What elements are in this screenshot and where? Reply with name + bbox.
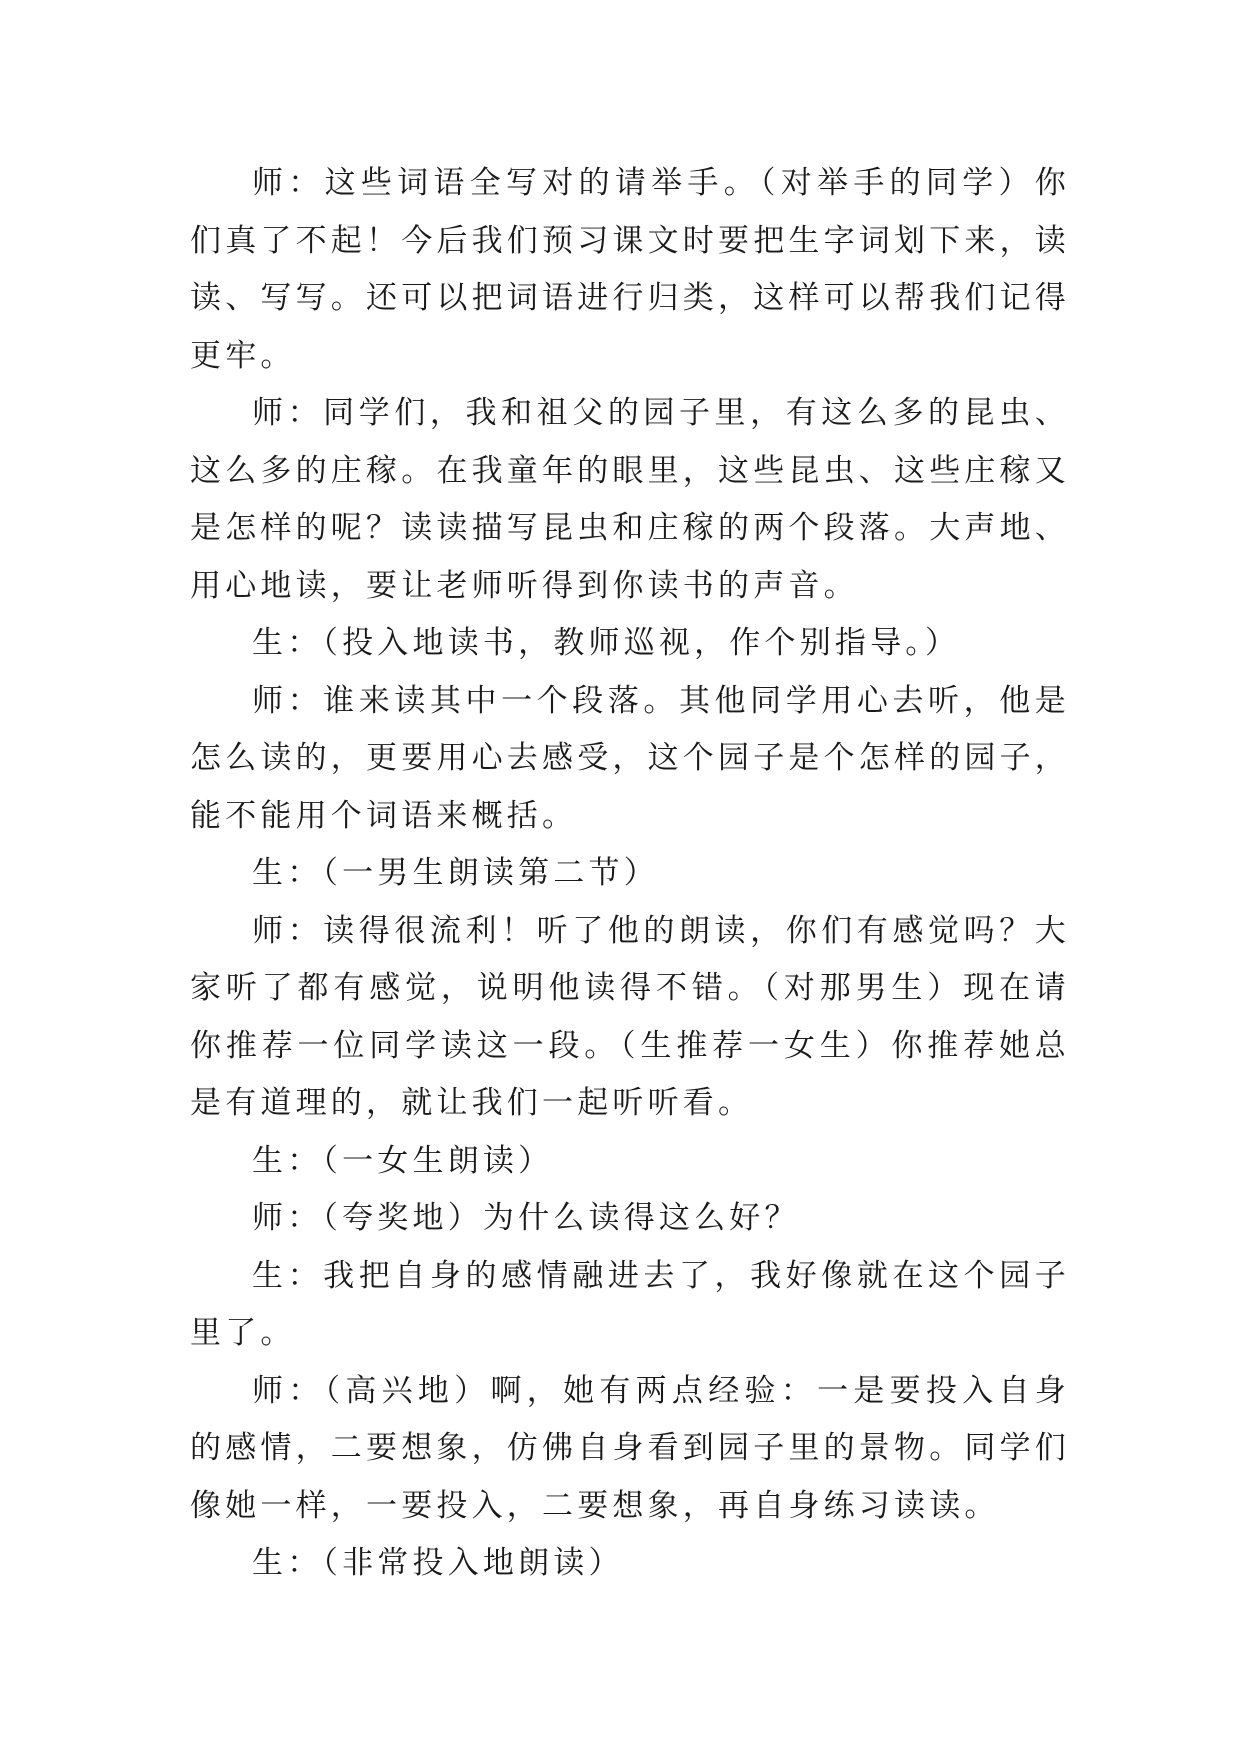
paragraph: 生：（投入地读书，教师巡视，作个别指导。） — [252, 625, 961, 661]
paragraph: 生：我把自身的感情融进去了，我好像就在这个园子里了。 — [190, 1257, 1070, 1351]
paragraph: 师：（夸奖地）为什么读得这么好？ — [252, 1200, 800, 1236]
paragraph: 生：（一男生朗读第二节） — [252, 855, 659, 891]
document-body — [190, 155, 1070, 1593]
paragraph: 师：（高兴地）啊，她有两点经验：一是要投入自身的感情，二要想象，仿佛自身看到园子里的景物。同学们像她一样，一要投入，二要想象，再自身练习读读。 — [190, 1372, 1070, 1524]
paragraph: 师：读得很流利！听了他的朗读，你们有感觉吗？大家听了都有感觉，说明他读得不错。（对那男生）现在请你推荐一位同学读这一段。（生推荐一女生）你推荐她总是有道理的，就让我们一起听听看。 — [190, 912, 1070, 1121]
paragraph: 师：这些词语全写对的请举手。（对举手的同学）你们真了不起！今后我们预习课文时要把生字词划下来，读读、写写。还可以把词语进行归类，这样可以帮我们记得更牢。 — [190, 165, 1070, 374]
paragraph: 师：同学们，我和祖父的园子里，有这么多的昆虫、这么多的庄稼。在我童年的眼里，这些昆虫、这些庄稼又是怎样的呢？读读描写昆虫和庄稼的两个段落。大声地、用心地读，要让老师听得到你读书的声音。 — [190, 395, 1070, 604]
paragraph: 生：（非常投入地朗读） — [252, 1545, 624, 1581]
paragraph: 生：（一女生朗读） — [252, 1142, 554, 1179]
paragraph: 师：谁来读其中一个段落。其他同学用心去听，他是怎么读的，更要用心去感受，这个园子是个怎样的园子，能不能用个词语来概括。 — [190, 682, 1070, 834]
